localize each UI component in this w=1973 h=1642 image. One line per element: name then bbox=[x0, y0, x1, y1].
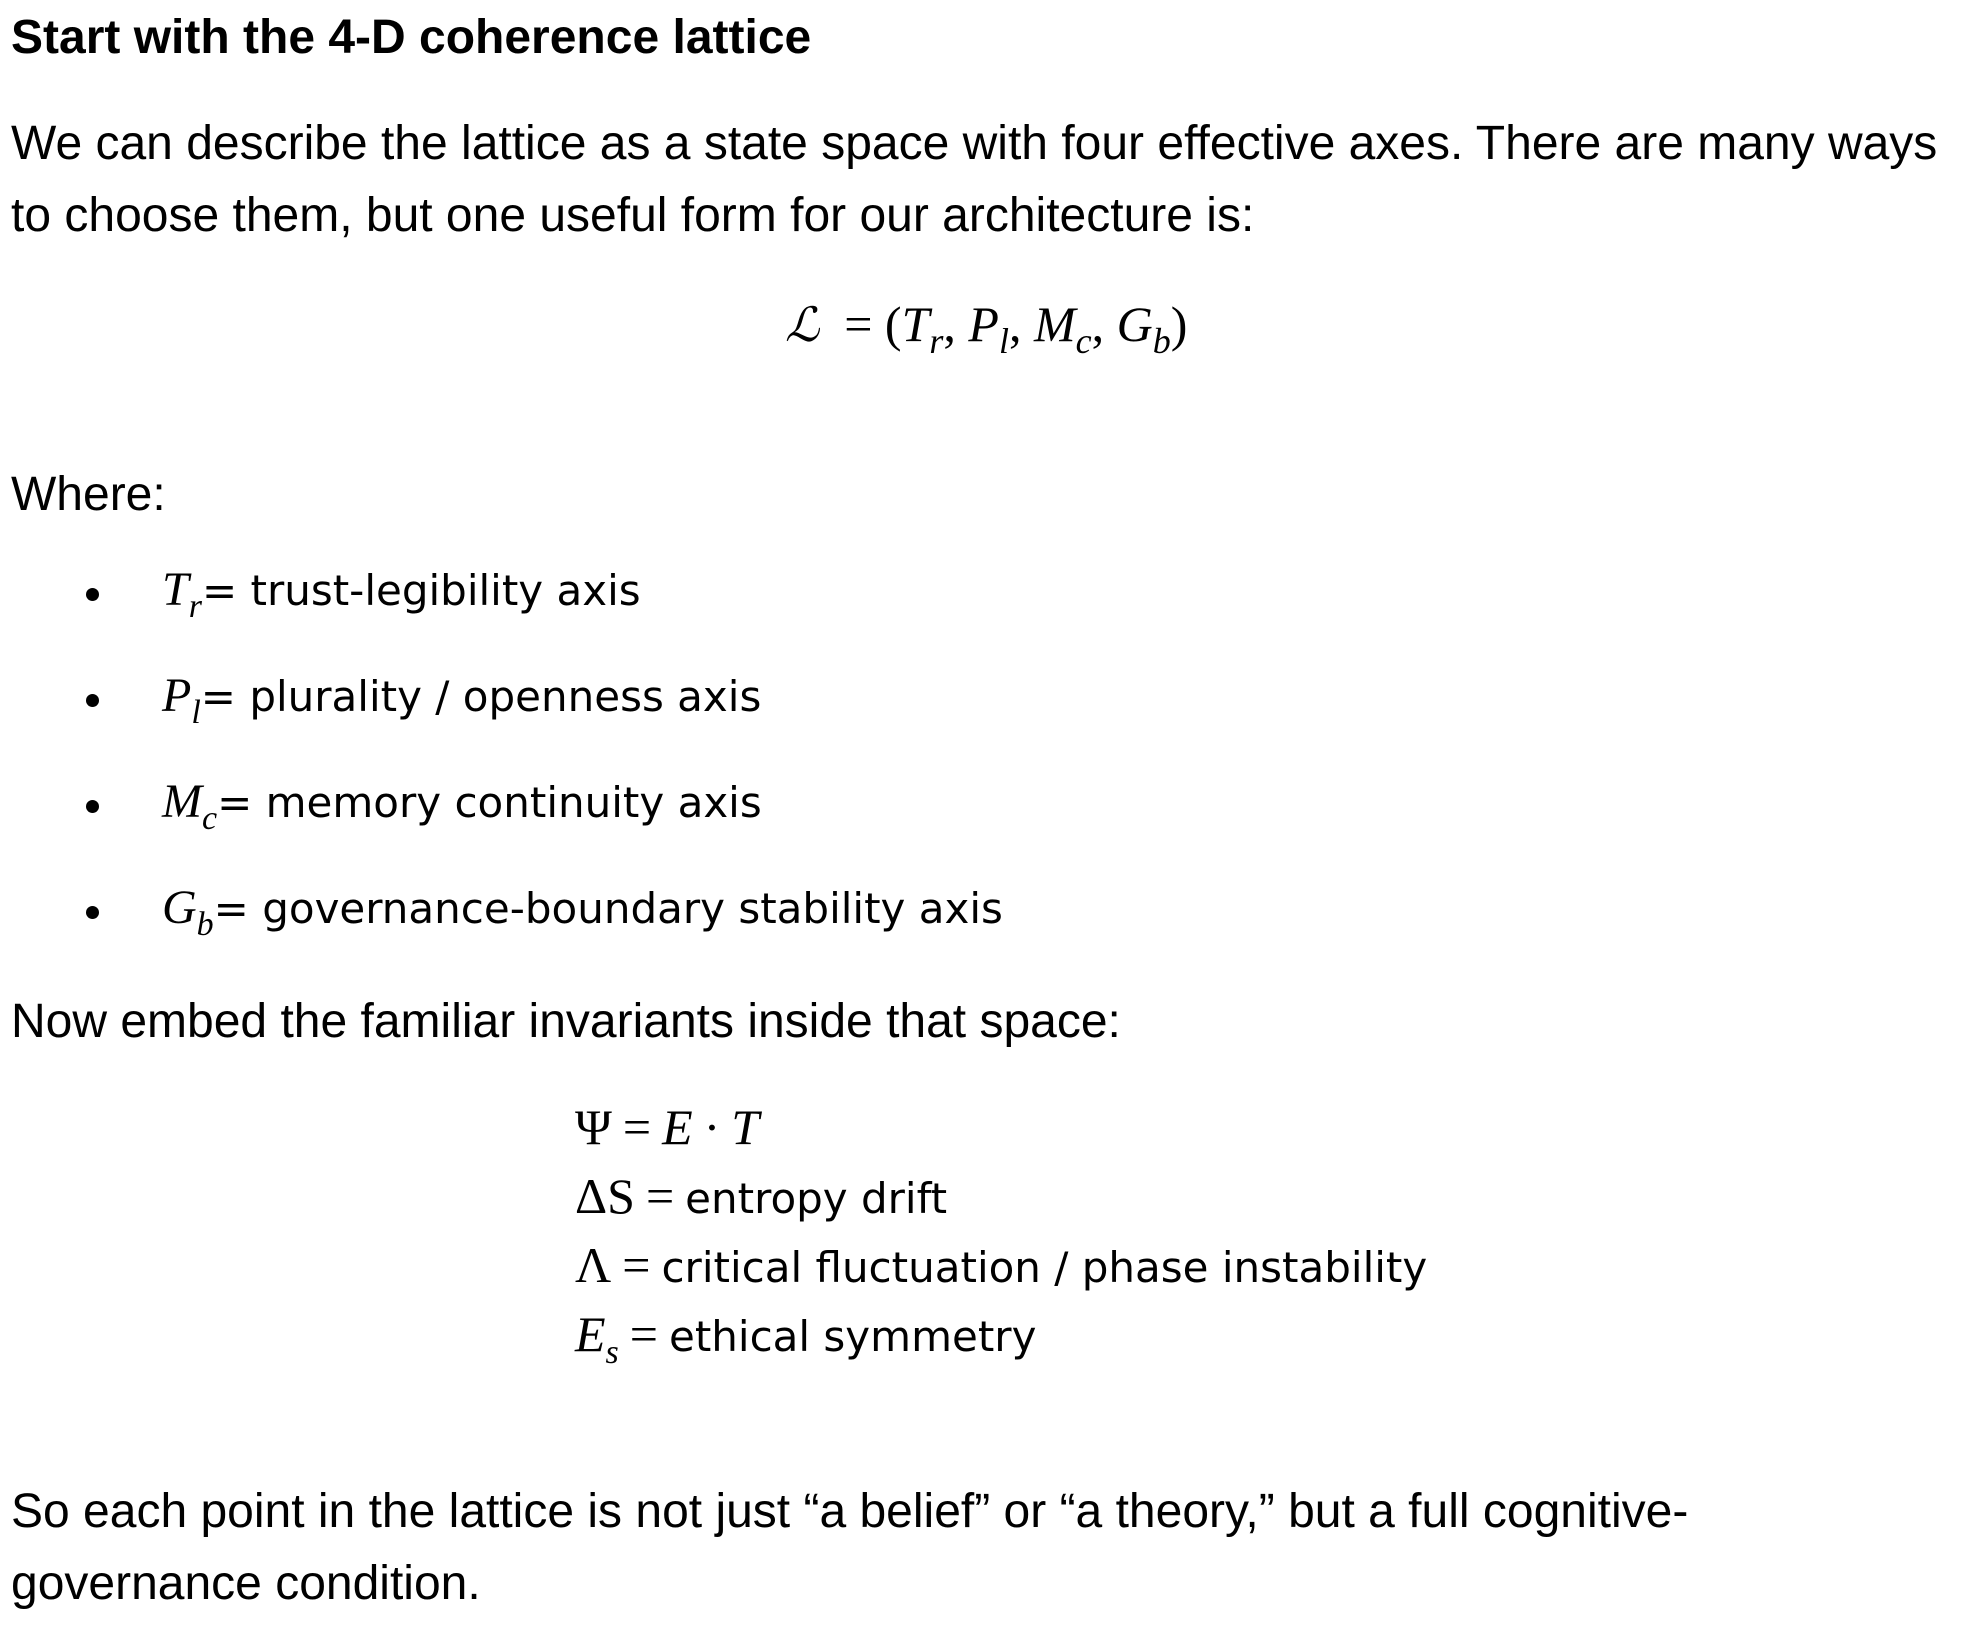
axis-text bbox=[162, 666, 761, 731]
axis-text bbox=[162, 772, 762, 837]
delta-s-text: entropy drift bbox=[685, 1174, 948, 1223]
es-equation bbox=[575, 1302, 1427, 1371]
lattice-equation bbox=[785, 292, 1187, 361]
axis-symbol: M bbox=[162, 775, 202, 828]
axis-subscript: b bbox=[196, 906, 214, 943]
psi-rhs-t: T bbox=[731, 1099, 760, 1155]
axis-subscript: l bbox=[191, 694, 201, 731]
pl-sub: l bbox=[998, 320, 1009, 361]
equals-sign: = bbox=[645, 1168, 675, 1224]
es-base: E bbox=[575, 1306, 606, 1362]
dot-operator: · bbox=[703, 1099, 721, 1155]
bullet-icon bbox=[86, 906, 99, 919]
axis-text bbox=[162, 878, 1003, 943]
axis-text bbox=[162, 560, 641, 625]
equals-sign: = bbox=[622, 1099, 652, 1155]
embed-paragraph: Now embed the familiar invariants inside that space: bbox=[11, 995, 1121, 1048]
axis-description: = governance-boundary stability axis bbox=[213, 884, 1003, 933]
axis-symbol: P bbox=[162, 669, 192, 722]
comma: , bbox=[1008, 296, 1022, 352]
mc-base: M bbox=[1033, 296, 1076, 352]
where-label: Where: bbox=[11, 468, 166, 521]
bullet-icon bbox=[86, 588, 99, 601]
mc-sub: c bbox=[1075, 320, 1092, 361]
tr-base: T bbox=[901, 296, 930, 352]
gb-base: G bbox=[1116, 296, 1153, 352]
comma: , bbox=[943, 296, 956, 352]
es-text: ethical symmetry bbox=[668, 1312, 1037, 1361]
axis-description: = trust-legibility axis bbox=[201, 566, 641, 615]
equals-sign: = bbox=[622, 1237, 651, 1293]
psi-symbol: Ψ bbox=[575, 1099, 612, 1155]
lambda-text: critical fluctuation / phase instability bbox=[661, 1243, 1428, 1292]
axis-symbol: T bbox=[162, 563, 189, 616]
invariants-block bbox=[575, 1095, 1427, 1371]
axis-subscript: r bbox=[188, 588, 202, 625]
lattice-symbol: ℒ bbox=[785, 298, 820, 353]
closing-paragraph: So each point in the lattice is not just “a belief” or “a theory,” but a full cognitive-governance condition. bbox=[11, 1485, 1689, 1610]
pl-base: P bbox=[968, 296, 999, 352]
delta-s-equation bbox=[575, 1164, 1427, 1233]
lambda-equation bbox=[575, 1233, 1427, 1302]
gb-sub: b bbox=[1152, 320, 1171, 361]
delta-s-symbol: ΔS bbox=[575, 1168, 635, 1224]
equals-sign: = bbox=[629, 1306, 658, 1362]
psi-equation bbox=[575, 1095, 1427, 1164]
psi-rhs-e: E bbox=[662, 1099, 693, 1155]
comma: , bbox=[1091, 296, 1105, 352]
close-paren: ) bbox=[1170, 296, 1188, 352]
tr-sub: r bbox=[929, 320, 944, 361]
section-heading: Start with the 4-D coherence lattice bbox=[11, 11, 812, 64]
axis-description: = memory continuity axis bbox=[217, 778, 762, 827]
axis-symbol: G bbox=[162, 881, 197, 934]
lambda-symbol: Λ bbox=[575, 1237, 612, 1293]
axis-subscript: c bbox=[201, 800, 218, 837]
intro-paragraph: We can describe the lattice as a state space with four effective axes. There are many ways to choose them, but one useful form for our architecture is: bbox=[11, 117, 1938, 242]
open-paren: ( bbox=[884, 296, 902, 352]
equals-sign: = bbox=[844, 296, 873, 352]
bullet-icon bbox=[86, 800, 99, 813]
es-subscript: s bbox=[605, 1334, 619, 1371]
bullet-icon bbox=[86, 694, 99, 707]
axis-description: = plurality / openness axis bbox=[200, 672, 762, 721]
